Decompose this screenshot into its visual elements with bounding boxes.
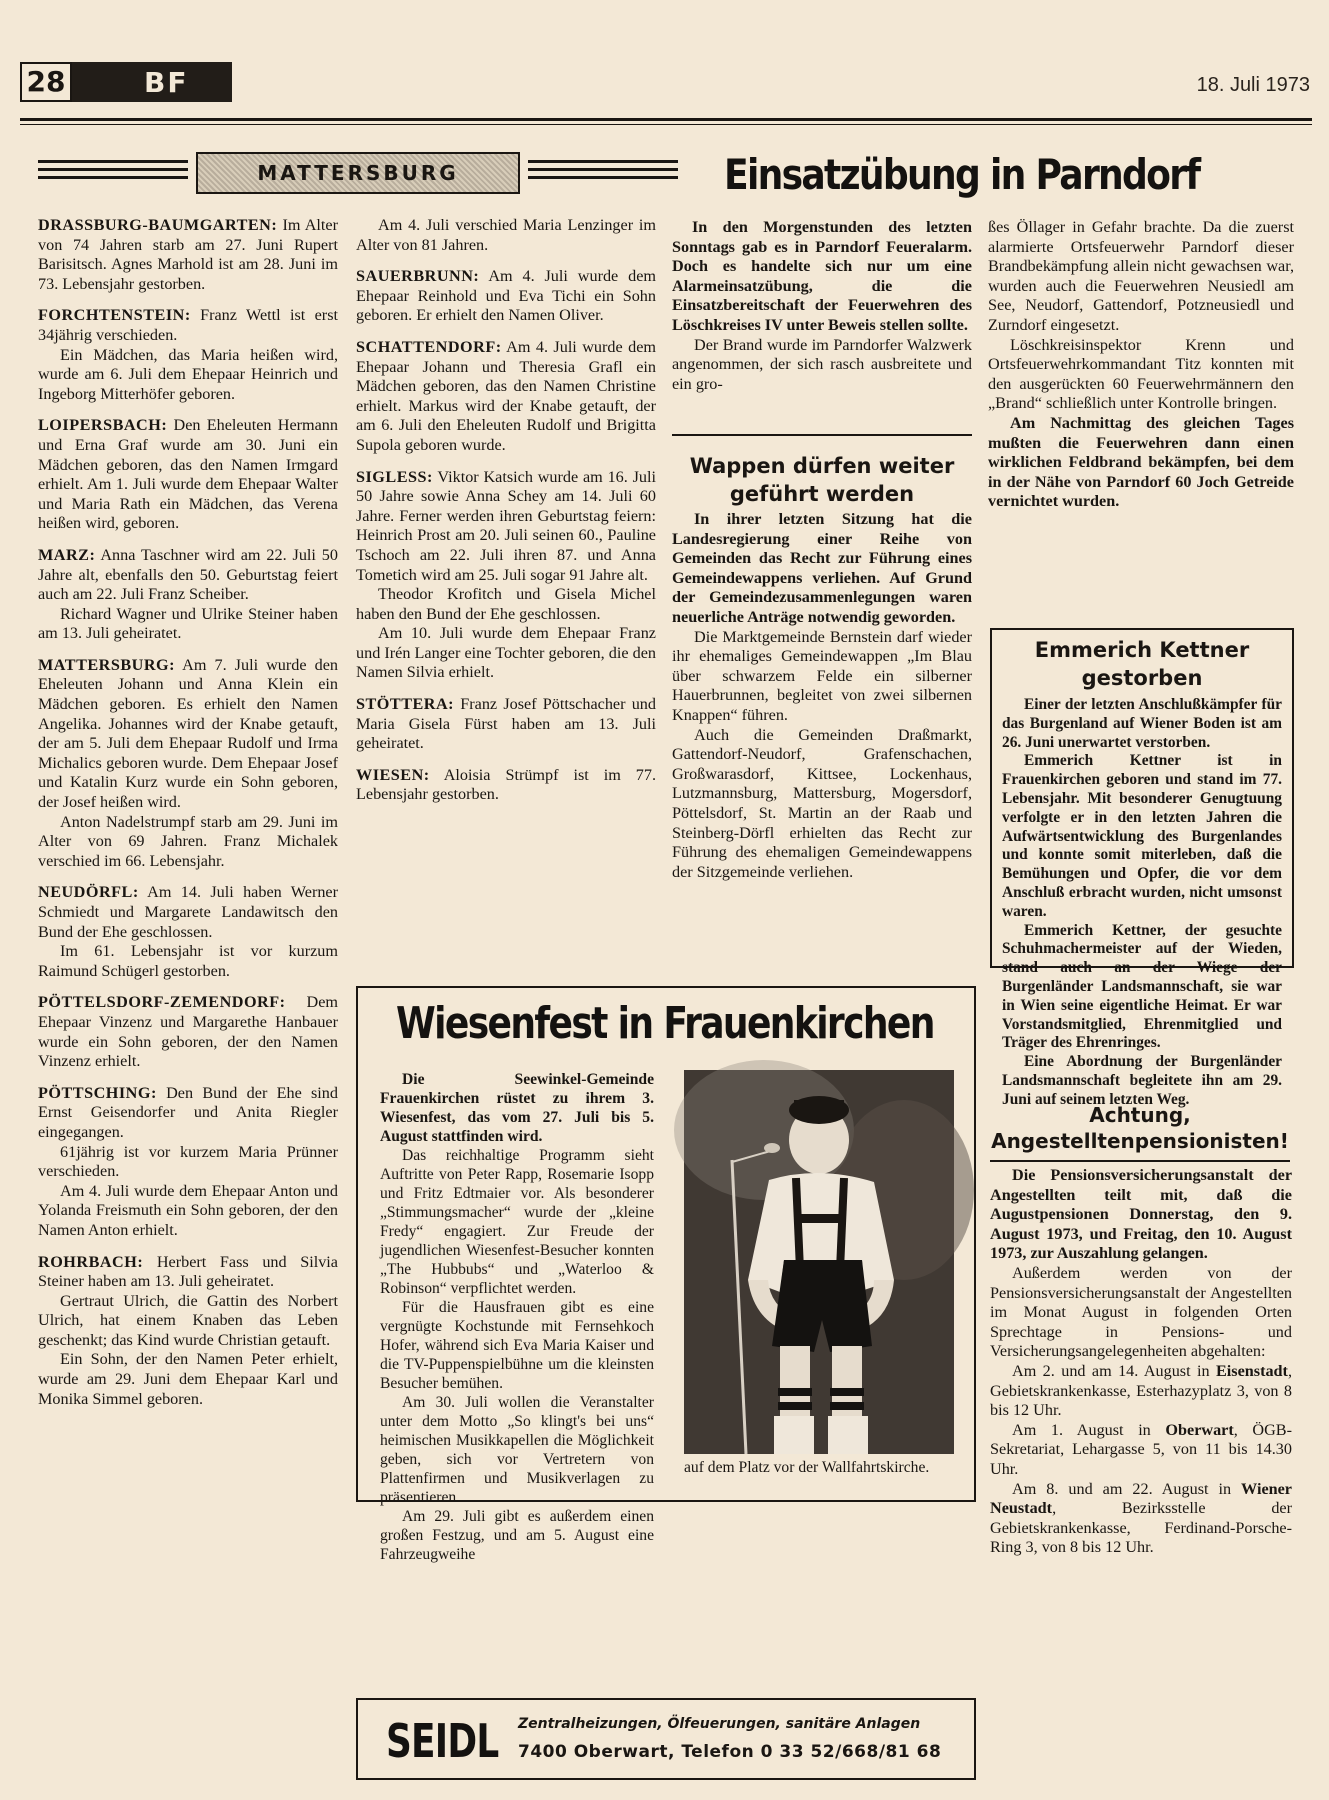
notice-paragraph [38,1253,338,1292]
notice-text: Den Bund der Ehe sind Ernst Geisendorfer und Anita Riegler eingegangen. [38,1083,338,1141]
wiesenfest-photo [684,1070,954,1454]
notice-text: Am 14. Juli haben Werner Schmiedt und Margarete Landawitsch den Bund der Ehe geschlossen. [38,883,338,941]
notice-text: Am 4. Juli wurde dem Ehepaar Reinhold und Eva Tichi ein Sohn geboren. Er erhielt den Namen Oliver. [356,267,656,325]
wappen-p1: Die Marktgemeinde Bernstein darf wieder ihr ehemaliges Gemeindewappen „Im Blau über schwarzem Felde ein silberner Hauerbrunnen, begleitet von zwei silbernen Knappen“ führen. [672,627,972,724]
notice-text: Franz Wettl ist erst 34jährig verschieden. [38,306,338,344]
town-keyword: PÖTTELSDORF-ZEMENDORF: [38,993,286,1012]
issue-date: 18. Juli 1973 [1196,74,1310,96]
achtung-headline-line1: Achtung, [1089,1103,1191,1127]
town-keyword: MATTERSBURG: [38,655,176,674]
parndorf-lead: In den Morgenstunden des letzten Sonntags gab es in Parndorf Feueralarm. Doch es handelte sich nur um eine Alarmeinsatzübung, die die Einsatzbereitschaft der Feuerwehren des Löschkreises IV unter Beweis stellen sollte. [672,218,972,334]
achtung-lead: Die Pensionsversicherungsanstalt der Angestellten teilt mit, daß die Augustpensionen Donnerstag, den 9. August 1973, und Freitag, den 10. August 1973, zur Auszahlung gelangen. [990,1166,1292,1263]
notice-text: Im 61. Lebensjahr ist vor kurzum Raimund Schügerl gestorben. [38,942,338,980]
notice-paragraph [356,585,656,624]
performer-photo-icon [684,1070,954,1454]
notice-text: Anna Taschner wird am 22. Juli 50 Jahre alt, ebenfalls den 50. Geburtstag feiert auch am 22. Juli Franz Scheiber. [38,545,338,604]
kettner-body [1002,696,1282,1110]
notice-text: 61jährig ist vor kurzem Maria Prünner verschieden. [38,1142,338,1181]
kettner-p2: Emmerich Kettner ist in Frauenkirchen geboren und stand im 77. Lebensjahr. Mit besonderer Genugtuung verfolgte er in den letzten Jahren die Aufwärtsentwicklung des Burgenlandes und konnte somit miterleben, daß die Bemühungen und Opfer, die vor dem Anschluß erbracht wurden, nicht umsonst waren. [1002,752,1282,920]
wappen-headline: Wappen dürfen weiter geführt werden [689,454,955,506]
notice-paragraph [38,942,338,981]
town-keyword: STÖTTERA: [356,695,455,714]
achtung-p3: Am 1. August in Oberwart, ÖGB-Sekretariat, Lehargasse 5, von 11 bis 14.30 Uhr. [990,1420,1292,1478]
notice-paragraph [38,656,338,813]
notice-text: Richard Wagner und Ulrike Steiner haben am 13. Juli geheiratet. [38,604,338,643]
town-keyword: SIGLESS: [356,467,433,486]
kettner-p1: Einer der letzten Anschlußkämpfer für das Burgenland auf Wiener Boden ist am 26. Juni unerwartet verstorben. [1002,696,1282,751]
section-label: BF [144,66,189,99]
header-rule [20,118,1312,121]
parndorf-p2: ßes Öllager in Gefahr brachte. Da die zuerst alarmierte Ortsfeuerwehr Parndorf dieser Brandbekämpfung allein nicht gewachsen war, wurden auch die Feuerwehren Neusiedl am See, Neudorf, Gattendorf, Potzneusiedl und Zurndorf eingesetzt. [988,218,1294,334]
achtung-headline-line2: Angestelltenpensionisten! [991,1129,1289,1153]
notice-paragraph [38,346,338,405]
notice-paragraph [38,1143,338,1182]
town-keyword: ROHRBACH: [38,1252,144,1271]
wiesenfest-lead: Die Seewinkel-Gemeinde Frauenkirchen rüstet zu ihrem 3. Wiesenfest, das vom 27. Juli bis 5. August stattfinden wird. [380,1071,654,1145]
mattersburg-banner-label: MATTERSBURG [257,161,459,185]
wiesenfest-p2: Für die Hausfrauen gibt es eine vergnügte Kochstunde mit Fernsehkoch Hofer, während sich Eva Maria Kaiser und die TV-Puppenspielbühne um die kleinsten Besucher bemühen. [380,1299,654,1392]
notice-text: Ein Sohn, der den Namen Peter erhielt, wurde am 29. Juni dem Ehepaar Karl und Monika Simmel geboren. [38,1350,338,1408]
achtung-body [990,1166,1292,1780]
kettner-p4: Eine Abordnung der Burgenländer Landsmannschaft begleitete ihn am 29. Juni auf seinem letzten Weg. [1002,1053,1282,1108]
seidl-ad [356,1698,976,1780]
notice-text: Anton Nadelstrumpf starb am 29. Juni im Alter von 69 Jahren. Franz Michalek verschied im 66. Lebensjahr. [38,812,338,870]
parndorf-p3: Löschkreisinspektor Krenn und Ortsfeuerwehrkommandant Titz konnten mit den ausgerückten 60 Feuerwehrmännern den „Brand“ schließlich unter Kontrolle bringen. [988,335,1294,413]
wiesenfest-caption: auf dem Platz vor der Wallfahrtskirche. [684,1459,930,1476]
notice-paragraph [356,624,656,683]
town-keyword: MARZ: [38,545,96,564]
wiesenfest-box [356,986,976,1563]
notice-text: Theodor Krofitch und Gisela Michel haben den Bund der Ehe geschlossen. [356,585,656,623]
notice-text: Viktor Katsich wurde am 16. Juli 50 Jahre sowie Anna Schey am 14. Juli 60 Jahre. Ferner werden ihren Geburtstag feiern: Heinrich Prost am 20. Juli seinen 60., Pauline Tschoch am 22. Juli ihren 87. und Anna Tometich wird am 25. Juli sogar 91 Jahre alt. [356,467,656,584]
notice-text: Am 10. Juli wurde dem Ehepaar Franz und Irén Langer eine Tochter geboren, die den Namen Silvia erhielt. [356,624,656,682]
notice-text: Franz Josef Pöttschacher und Maria Gisela Fürst haben am 13. Juli geheiratet. [356,695,656,753]
seidl-line2: 7400 Oberwart, Telefon 0 33 52/668/81 68 [518,1742,942,1762]
wiesenfest-p3: Am 30. Juli wollen die Veranstalter unter dem Motto „So klingt's bei uns“ heimischen Musikkapellen die Möglichkeit geben, sich vor Vertretern von Plattenfirmen und Musikverlagen zu präsentieren. [380,1394,654,1506]
notice-paragraph [38,306,338,345]
header-rule-thin [20,124,1312,125]
notice-paragraph [38,993,338,1071]
parndorf-p1: Der Brand wurde im Parndorfer Walzwerk angenommen, der sich rasch ausbreitete und ein gro- [672,335,972,393]
achtung-rule [990,1160,1290,1162]
notice-paragraph [356,695,656,754]
wappen-p2: Auch die Gemeinden Draßmarkt, Gattendorf-Neudorf, Grafenschachen, Großwarasdorf, Kittsee, Lockenhaus, Lutzmannsburg, Mattersburg, Mogersdorf, Pöttelsdorf, St. Martin an der Raab und Steinberg-Dörfl erhielten das Recht zur Führung des ehemaligen Gemeindewappens der Sitzgemeinde verliehen. [672,725,972,881]
achtung-p2: Am 2. und am 14. August in Eisenstadt, Gebietskrankenkasse, Esterhazyplatz 3, von 8 bis 12 Uhr. [990,1361,1292,1420]
notice-paragraph [38,605,338,644]
parndorf-article-left [672,218,972,394]
notice-paragraph [356,468,656,586]
kettner-box [990,628,1294,1108]
notice-text: Am 4. Juli verschied Maria Lenzinger im Alter von 81 Jahren. [356,216,656,254]
notice-text: Gertraut Ulrich, die Gattin des Norbert Ulrich, hat einem Knaben das Leben geschenkt; das Kind wurde Christian getauft. [38,1291,338,1349]
notice-text: Am 4. Juli wurde dem Ehepaar Anton und Yolanda Freismuth ein Sohn geboren, der den Namen Anton erhielt. [38,1181,338,1239]
seidl-line1: Zentralheizungen, Ölfeuerungen, sanitäre Anlagen [518,1716,921,1732]
notice-paragraph [356,338,656,456]
notice-text: Im Alter von 74 Jahren starb am 27. Juni Rupert Barisitsch. Agnes Marhold ist am 28. Juni im 73. Lebensjahr gestorben. [38,216,338,293]
notice-text: Am 4. Juli wurde dem Ehepaar Johann und Theresia Grafl ein Mädchen geboren, das den Namen Christine erhielt. Markus wird der Knabe getauft, der am 6. Juli den Eheleuten Rudolf und Brigitta Supola geboren wurde. [356,337,656,454]
page-header [20,60,1310,110]
wiesenfest-p1: Das reichhaltige Programm sieht Auftritte von Peter Rapp, Rosemarie Isopp und Fritz Edtmaier vor. Als besonderer „Stimmungsmacher“ wurde der „kleine Fredy“ engagiert. Zur Freude der jugendlichen Wiesenfest-Besucher konnten „The Hubbubs“ und „Waterloo & Robinson“ verpflichtet werden. [380,1147,654,1297]
kettner-p3: Emmerich Kettner, der gesuchte Schuhmachermeister auf der Wieden, stand auch an der Wiege der Burgenländer Landsmannschaft, sie war in Wien seine eigentliche Heimat. Er war Vorstandsmitglied, Ehrenmitglied und Träger des Ehrenringes. [1002,921,1282,1052]
notice-text: Am 7. Juli wurde den Eheleuten Johann und Anna Klein ein Mädchen geboren. Es erhielt den Namen Angelika. Johannes wird der Knabe getauft, der am 5. Juli dem Ehepaar Rudolf und Irma Michalics geboren wurde. Dem Ehepaar Josef und Katalin Kurz wurde ein Sohn geboren, der Josef heißen wird. [38,655,338,812]
notice-paragraph [356,267,656,326]
notice-text: Den Eheleuten Hermann und Erna Graf wurde am 30. Juni ein Mädchen geboren, das den Namen Irmgard erhielt. Am 1. Juli wurde dem Ehepaar Walter und Maria Rath ein Mädchen, das Verena heißen wird, geboren. [38,416,338,533]
wiesenfest-headline: Wiesenfest in Frauenkirchen [396,998,934,1049]
town-keyword: NEUDÖRFL: [38,883,139,902]
notice-paragraph [38,546,338,605]
parndorf-p4: Am Nachmittag des gleichen Tages mußten die Feuerwehren dann einen wirklichen Feldbrand bekämpfen, bei dem in der Nähe von Parndorf 60 Joch Getreide vernichtet wurden. [988,413,1294,511]
achtung-p1: Außerdem werden von der Pensionsversicherungsanstalt der Angestellten im Monat August in folgenden Orten Sprechtage in Pensions- und Versicherungsangelegenheiten abgehalten: [990,1263,1292,1361]
notice-paragraph [38,1182,338,1241]
town-keyword: FORCHTENSTEIN: [38,306,191,325]
parndorf-article-right [988,218,1294,512]
page-number: 28 [20,62,72,102]
notice-paragraph [38,216,338,294]
town-keyword: LOIPERSBACH: [38,416,168,435]
parndorf-headline: Einsatzübung in Parndorf [724,150,1200,199]
notice-paragraph [38,1292,338,1351]
town-keyword: PÖTTSCHING: [38,1083,157,1102]
kettner-headline: Emmerich Kettner gestorben [1034,638,1250,690]
notice-paragraph [356,766,656,805]
notice-paragraph [38,416,338,534]
mattersburg-column-2 [356,216,656,976]
wappen-article [672,510,972,882]
wappen-lead: In ihrer letzten Sitzung hat die Landesregierung einer Reihe von Gemeinden das Recht zur Führung eines Gemeindewappens verliehen. Auf Grund der Gemeindezusammenlegungen waren neuerliche Anträge notwendig geworden. [672,510,972,626]
parndorf-divider [672,434,972,436]
notice-paragraph [38,1350,338,1409]
mattersburg-banner [38,150,678,194]
wiesenfest-p4: Am 29. Juli gibt es außerdem einen großen Festzug, und am 5. August eine Fahrzeugweihe [380,1508,654,1563]
achtung-headline [990,1102,1290,1154]
notice-text: Aloisia Strümpf ist im 77. Lebensjahr gestorben. [356,765,656,804]
notice-paragraph [356,216,656,255]
notice-paragraph [38,883,338,942]
town-keyword: SCHATTENDORF: [356,337,502,356]
notice-text: Dem Ehepaar Vinzenz und Margarethe Hanbauer wurde ein Sohn geboren, der den Namen Vinzenz erhielt. [38,993,338,1071]
town-keyword: DRASSBURG-BAUMGARTEN: [38,216,278,234]
wiesenfest-body [380,1070,654,1563]
town-keyword: WIESEN: [356,765,430,784]
section-badge [72,62,232,102]
notice-text: Herbert Fass und Silvia Steiner haben am 13. Juli geheiratet. [38,1252,338,1291]
mattersburg-column-1 [38,216,338,1776]
seidl-brand: SEIDL [386,1714,499,1768]
town-keyword: SAUERBRUNN: [356,267,480,286]
notice-text: Ein Mädchen, das Maria heißen wird, wurde am 6. Juli dem Ehepaar Heinrich und Ingeborg Mitterhöfer geboren. [38,345,338,403]
notice-paragraph [38,1084,338,1143]
achtung-p4: Am 8. und am 22. August in Wiener Neustadt, Bezirksstelle der Gebietskrankenkasse, Ferdinand-Porsche-Ring 3, von 8 bis 12 Uhr. [990,1479,1292,1557]
notice-paragraph [38,813,338,872]
